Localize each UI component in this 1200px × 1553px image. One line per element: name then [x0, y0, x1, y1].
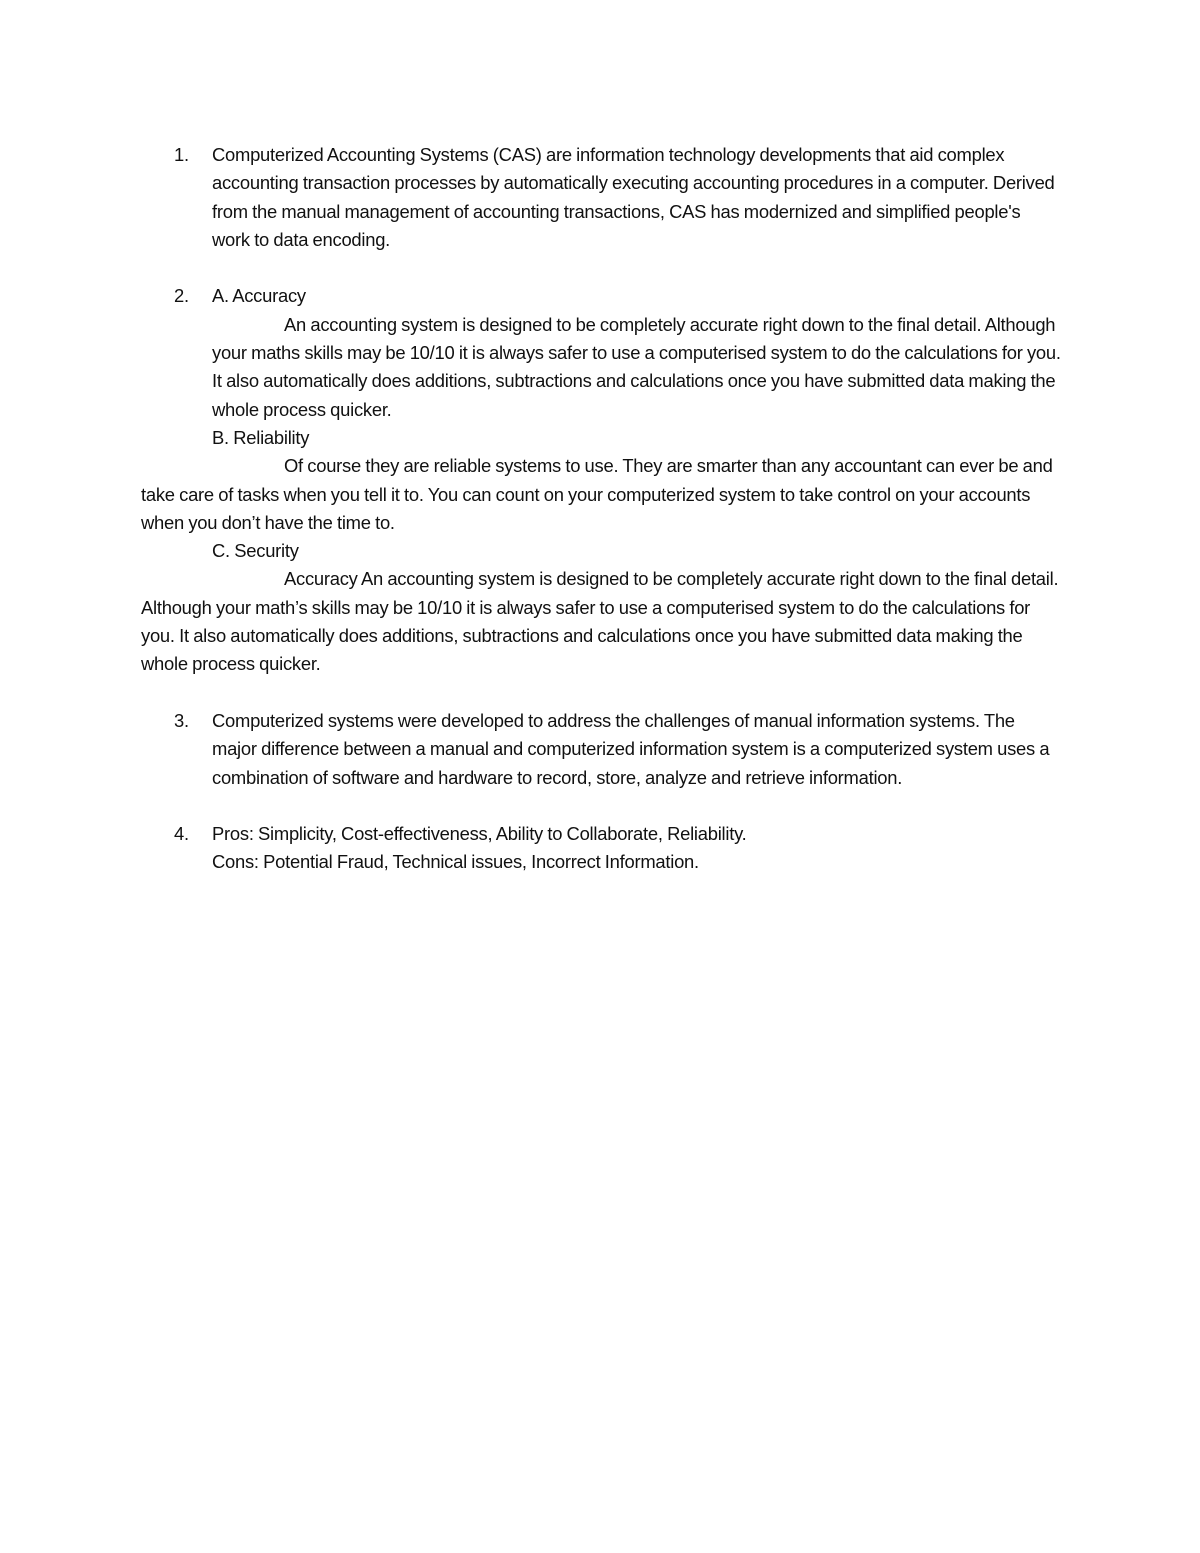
accuracy-paragraph: An accounting system is designed to be completely accurate right down to the final detail. Although your maths skills may be 10/10 it is always safer to use a computerised system to do the calculations for you. It also automatically does additions, subtractions and calculations once you have submitted data making the whole process quicker. [212, 313, 1061, 420]
list-item-3 [141, 707, 1061, 792]
list-number: 3. [174, 709, 189, 731]
document-body [141, 141, 1061, 877]
list-item-text: Computerized Accounting Systems (CAS) are information technology developments that aid complex accounting transaction processes by automatically executing accounting procedures in a computer. Derived from the manual management of accounting transactions, CAS has modernized and simplified people's work to data encoding. [212, 144, 1055, 250]
list-item-1 [141, 141, 1061, 254]
list-item-text: Computerized systems were developed to address the challenges of manual information systems. The major difference between a manual and computerized information system is a computerized system uses a combination of software and hardware to record, store, analyze and retrieve information. [212, 709, 1050, 788]
subheading-accuracy: A. Accuracy [212, 285, 306, 307]
list-item-4 [141, 820, 1061, 877]
pros-line: Pros: Simplicity, Cost-effectiveness, Ability to Collaborate, Reliability. [212, 823, 747, 845]
cons-line: Cons: Potential Fraud, Technical issues, Incorrect Information. [212, 851, 699, 873]
list-number: 2. [174, 285, 189, 307]
subheading-security: C. Security [212, 540, 299, 562]
paragraph-gap [141, 792, 1061, 820]
paragraph-gap [141, 254, 1061, 282]
list-item-2 [141, 282, 1061, 678]
reliability-paragraph: Of course they are reliable systems to use. They are smarter than any accountant can ever be and take care of tasks when you tell it to. You can count on your computerized system to take control on your accounts when you don’t have the time to. [141, 455, 1053, 533]
security-paragraph: Accuracy An accounting system is designed to be completely accurate right down to the final detail. Although your math’s skills may be 10/10 it is always safer to use a computerised system to do the calculations for you. It also automatically does additions, subtractions and calculations once you have submitted data making the whole process quicker. [141, 568, 1059, 675]
list-number: 1. [174, 144, 189, 165]
paragraph-gap [141, 679, 1061, 707]
subheading-reliability: B. Reliability [212, 426, 310, 448]
list-number: 4. [174, 823, 189, 845]
